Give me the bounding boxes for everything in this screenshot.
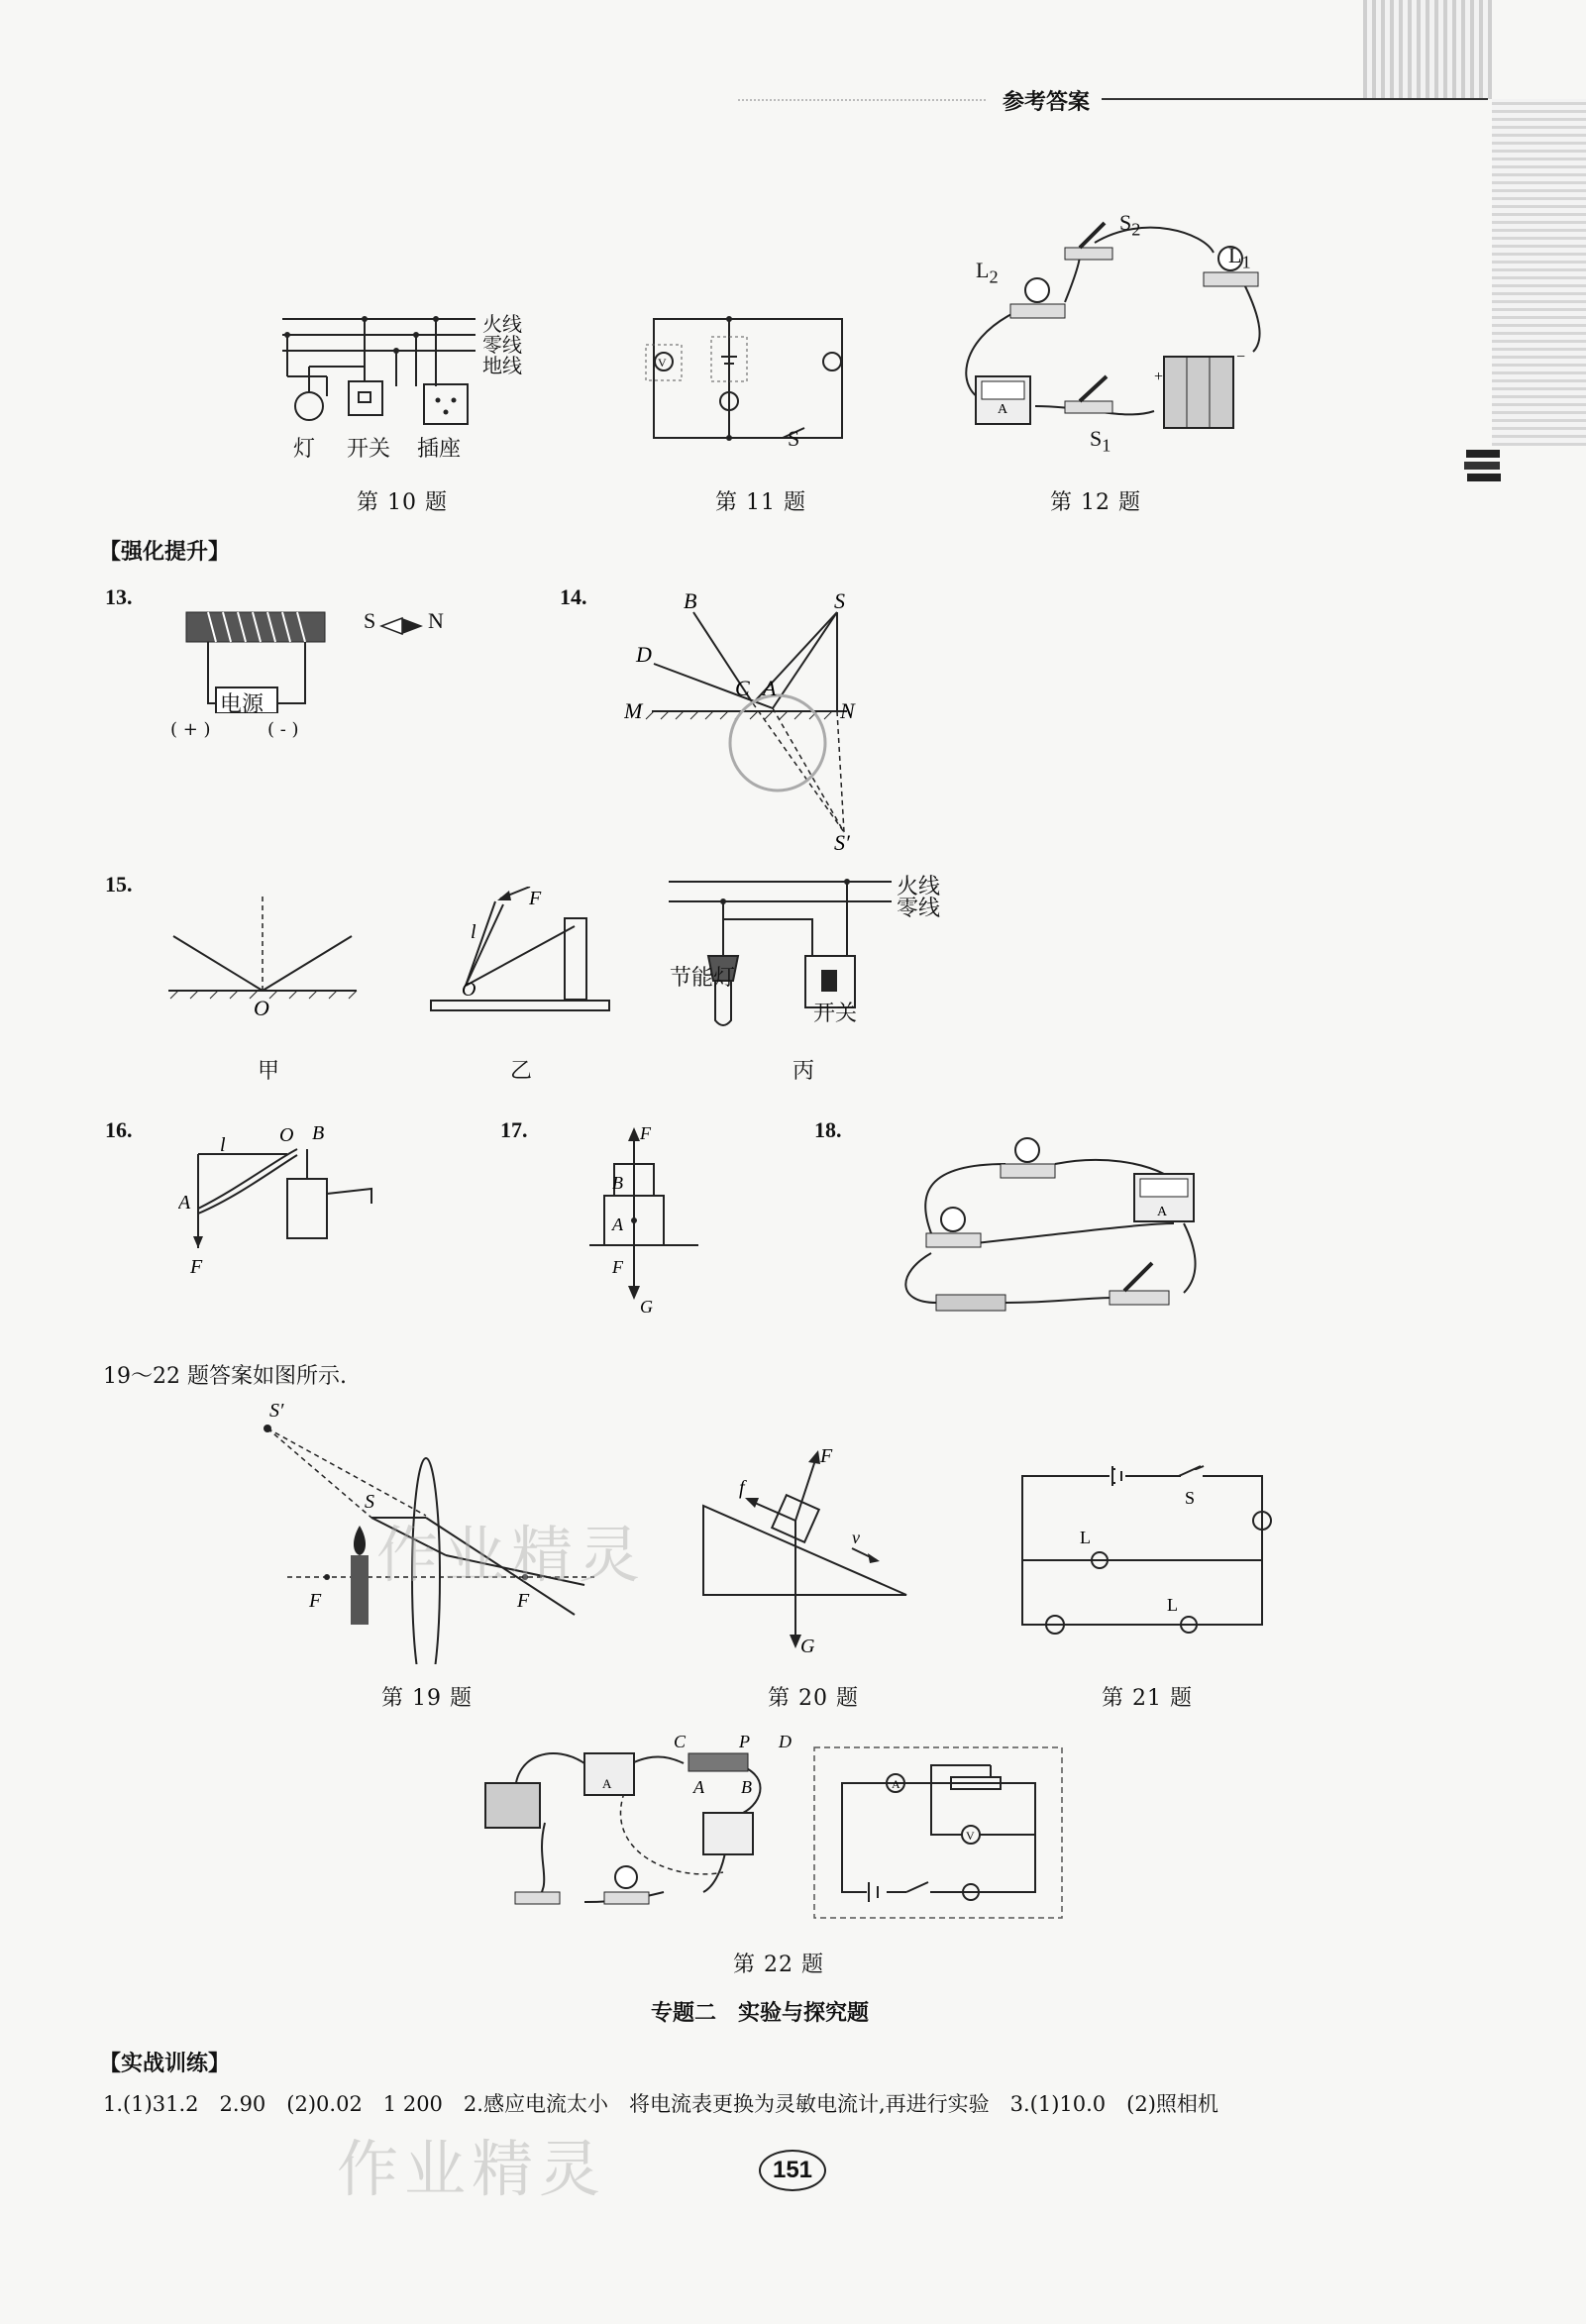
svg-text:l: l xyxy=(220,1134,226,1156)
svg-text:C: C xyxy=(674,1734,687,1751)
svg-text:B: B xyxy=(741,1777,752,1797)
caption-fig-12: 第 12 题 xyxy=(1050,490,1141,515)
caption-fig-20: 第 20 题 xyxy=(768,1686,859,1711)
q13-plus-label: ( + ) xyxy=(170,719,211,740)
q15-jia-reflection xyxy=(159,892,367,1020)
fig12-s2-label: $S_2$ xyxy=(1119,210,1141,240)
q18-physical-circuit xyxy=(887,1124,1223,1322)
figure-22-physical-circuit xyxy=(476,1734,812,1932)
caption-fig-11: 第 11 题 xyxy=(715,490,806,515)
q17-stacked-blocks xyxy=(584,1119,703,1318)
q15-zero-label: 零线 xyxy=(897,897,941,921)
fig12-s1-letter: S xyxy=(1090,426,1103,451)
topic-2-heading: 专题二 实验与探究题 xyxy=(651,2000,870,2026)
svg-text:F: F xyxy=(190,1256,203,1278)
fire-wire-label: 火线 xyxy=(482,312,522,336)
svg-text:V: V xyxy=(966,1829,975,1843)
q19-22-note: 19～22 题答案如图所示. xyxy=(103,1364,347,1389)
q17-number: 17. xyxy=(500,1117,528,1142)
svg-text:L: L xyxy=(1167,1595,1178,1615)
q15-caption-jia: 甲 xyxy=(258,1059,281,1084)
svg-text:B: B xyxy=(684,588,697,613)
svg-text:M: M xyxy=(624,698,643,723)
svg-text:D: D xyxy=(636,642,652,667)
svg-text:S: S xyxy=(365,1491,374,1513)
figure-11-circuit xyxy=(634,307,862,446)
svg-text:A: A xyxy=(612,1215,623,1234)
q16-number: 16. xyxy=(105,1117,133,1142)
svg-text:B: B xyxy=(612,1173,623,1193)
svg-text:+: + xyxy=(1154,369,1164,385)
watermark-middle: 作业精灵 xyxy=(376,1519,647,1591)
q15-caption-bing: 丙 xyxy=(793,1059,816,1084)
page-edge-tab xyxy=(1492,99,1586,446)
page-number: 151 xyxy=(772,2157,813,2183)
header-dotted-line xyxy=(738,99,986,101)
svg-text:O: O xyxy=(462,979,476,1001)
q14-reflection-figure xyxy=(624,584,882,852)
svg-text:F: F xyxy=(612,1257,623,1277)
svg-text:V: V xyxy=(658,356,667,370)
fig12-l1-letter: L xyxy=(1228,243,1242,267)
svg-text:L: L xyxy=(1080,1528,1091,1547)
svg-text:F: F xyxy=(820,1446,833,1467)
practice-answers-line: 1.(1)31.2 2.90 (2)0.02 1 200 2.感应电流太小 将电流表更换为灵敏电流计,再进行实验 3.(1)10.0 (2)照相机 xyxy=(103,2092,1218,2116)
svg-text:D: D xyxy=(779,1734,792,1751)
q13-n-label: N xyxy=(428,608,444,633)
svg-text:A: A xyxy=(1157,1205,1168,1219)
svg-text:−: − xyxy=(1236,349,1246,366)
svg-text:A: A xyxy=(892,1777,900,1791)
page-number-badge xyxy=(759,2150,826,2191)
figure-12-physical-circuit xyxy=(946,193,1273,451)
q13-s-label: S xyxy=(364,608,376,633)
switch-label: 开关 xyxy=(347,437,391,462)
fig12-l2-letter: L xyxy=(976,258,990,282)
svg-text:l: l xyxy=(471,921,476,943)
svg-text:P: P xyxy=(739,1734,750,1751)
fig12-s1-label: $S_1$ xyxy=(1090,426,1111,456)
svg-text:A: A xyxy=(763,676,777,700)
fig11-switch-label: S xyxy=(788,426,800,451)
ground-wire-label: 地线 xyxy=(482,354,522,377)
page-edge-stripes xyxy=(1363,0,1492,99)
q15-bing-wiring xyxy=(664,862,901,1040)
watermark-bottom: 作业精灵 xyxy=(337,2133,607,2205)
svg-text:S: S xyxy=(1185,1488,1196,1508)
q15-number: 15. xyxy=(105,872,133,897)
svg-text:B: B xyxy=(312,1122,325,1144)
lamp-label: 灯 xyxy=(293,437,316,462)
q15-caption-yi: 乙 xyxy=(510,1059,534,1084)
figure-21-circuit xyxy=(1010,1456,1278,1644)
svg-text:F: F xyxy=(309,1590,322,1612)
figure-20-incline xyxy=(693,1446,921,1654)
svg-text:A: A xyxy=(602,1776,612,1791)
q13-number: 13. xyxy=(105,584,133,609)
svg-text:C: C xyxy=(735,676,750,700)
svg-text:S′: S′ xyxy=(834,830,850,852)
svg-text:O: O xyxy=(254,996,269,1020)
figure-22-schematic xyxy=(812,1745,1065,1922)
caption-fig-10: 第 10 题 xyxy=(357,490,448,515)
book-icon xyxy=(1462,444,1506,489)
svg-text:N: N xyxy=(840,698,855,723)
socket-label: 插座 xyxy=(417,437,462,462)
svg-text:F: F xyxy=(517,1590,530,1612)
svg-text:G: G xyxy=(800,1636,815,1654)
q13-power-source-label: 电源 xyxy=(220,692,264,717)
svg-text:F: F xyxy=(640,1123,651,1143)
q16-pump-lever xyxy=(178,1119,406,1278)
section-improve: 【强化提升】 xyxy=(99,539,231,565)
q13-compass-needle xyxy=(379,616,425,636)
svg-text:f: f xyxy=(739,1477,745,1499)
header-arrow-line xyxy=(1102,98,1488,100)
caption-fig-21: 第 21 题 xyxy=(1102,1686,1193,1711)
q18-number: 18. xyxy=(814,1117,842,1142)
zero-wire-label: 零线 xyxy=(482,333,522,357)
svg-text:S′: S′ xyxy=(269,1400,284,1422)
q15-lamp-label: 节能灯 xyxy=(670,966,736,991)
q13-minus-label: ( - ) xyxy=(267,719,299,740)
header-title: 参考答案 xyxy=(1003,89,1091,115)
svg-text:S: S xyxy=(834,588,845,613)
fig12-l1-label: $L_1$ xyxy=(1228,243,1251,272)
caption-fig-19: 第 19 题 xyxy=(381,1686,473,1711)
svg-text:A: A xyxy=(998,402,1008,417)
q15-yi-lever xyxy=(426,887,614,1015)
caption-fig-22: 第 22 题 xyxy=(733,1953,824,1977)
svg-text:F: F xyxy=(529,888,542,909)
fig12-s2-letter: S xyxy=(1119,210,1132,235)
svg-text:v: v xyxy=(852,1528,860,1547)
svg-text:A: A xyxy=(693,1777,704,1797)
section-practice: 【实战训练】 xyxy=(99,2051,231,2076)
q15-fire-label: 火线 xyxy=(897,875,941,899)
fig12-l2-label: $L_2$ xyxy=(976,258,999,287)
svg-text:A: A xyxy=(178,1192,191,1214)
q15-switch-label: 开关 xyxy=(813,1002,858,1026)
q14-number: 14. xyxy=(560,584,587,609)
svg-text:G: G xyxy=(640,1297,653,1317)
svg-text:O: O xyxy=(279,1124,294,1146)
